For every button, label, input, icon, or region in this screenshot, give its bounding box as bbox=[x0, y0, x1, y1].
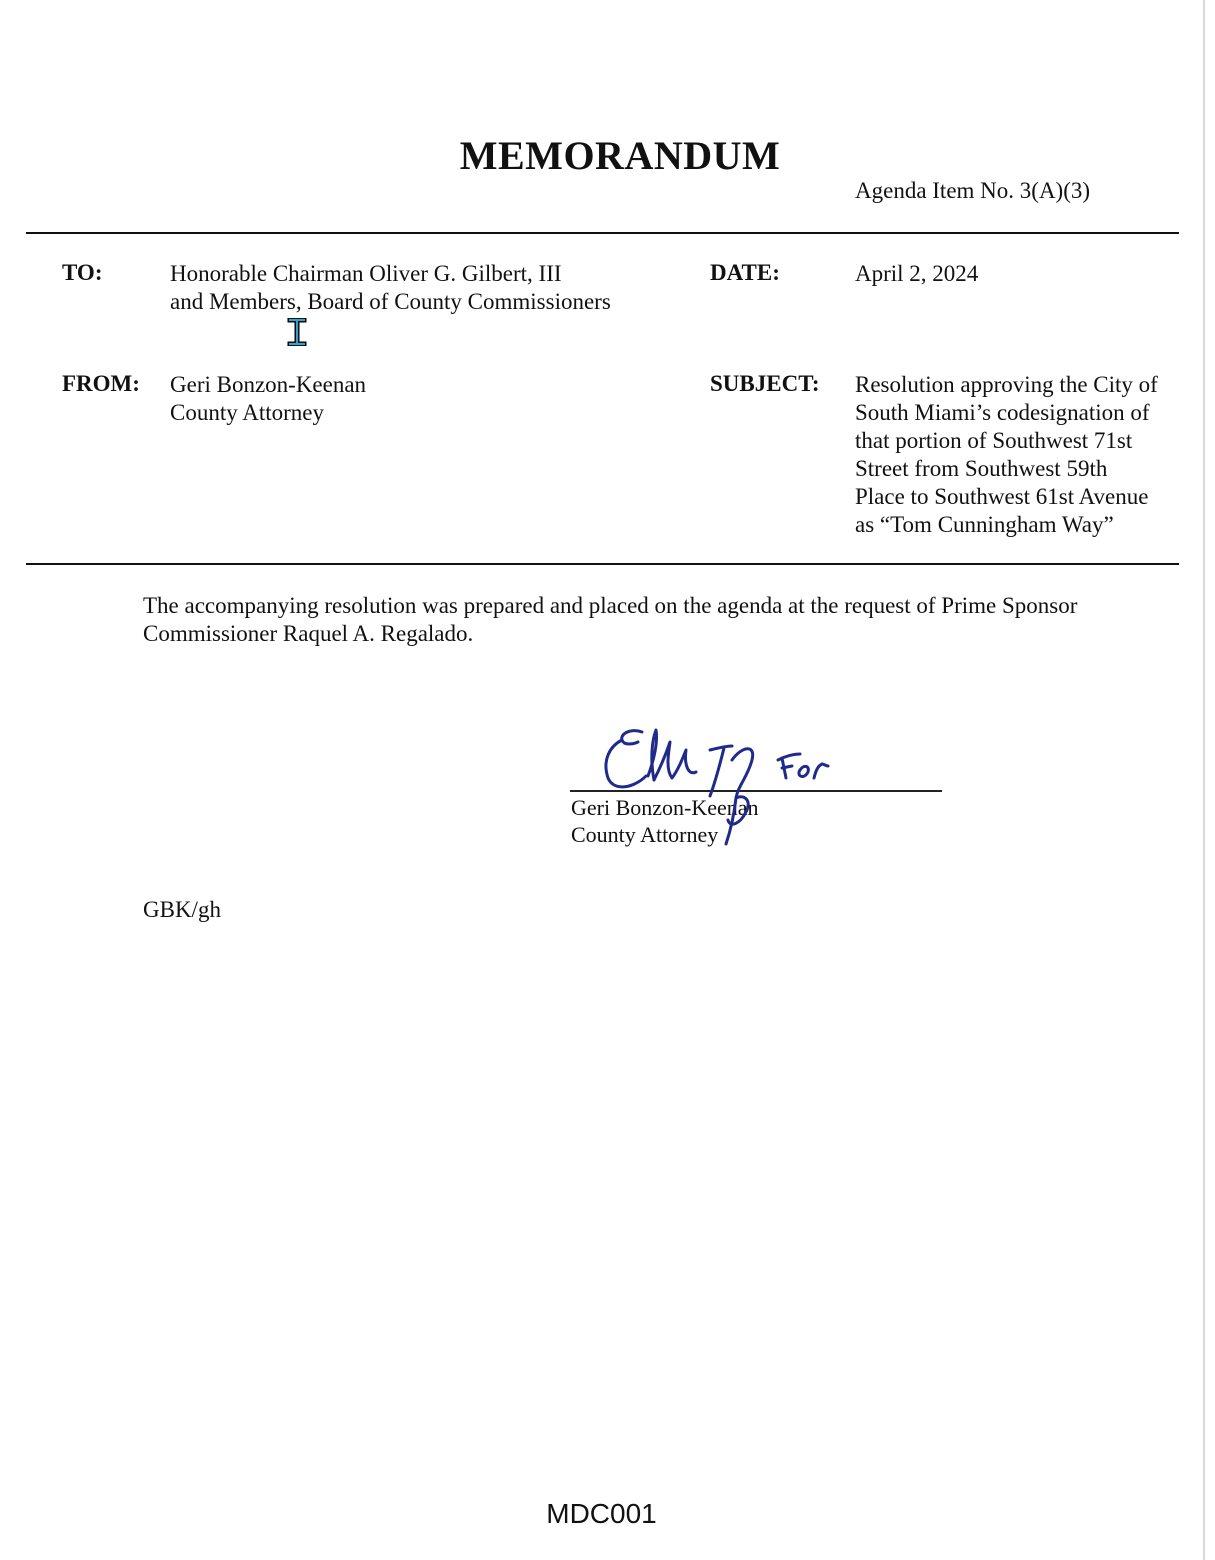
memo-body bbox=[143, 592, 1133, 648]
page-code-footer: MDC001 bbox=[546, 1498, 657, 1529]
subject-text bbox=[855, 371, 1158, 539]
subject-line: Place to Southwest 61st Avenue bbox=[855, 484, 1149, 509]
header-bottom-rule bbox=[26, 563, 1179, 565]
subject-label: SUBJECT: bbox=[710, 371, 820, 396]
memo-title: MEMORANDUM bbox=[459, 133, 781, 178]
agenda-item-number: Agenda Item No. 3(A)(3) bbox=[855, 178, 1091, 203]
date-label: DATE: bbox=[710, 260, 780, 285]
date-value: April 2, 2024 bbox=[855, 261, 979, 286]
to-label: TO: bbox=[62, 260, 103, 285]
subject-line: Resolution approving the City of bbox=[855, 372, 1158, 397]
signer-name: Geri Bonzon-Keenan bbox=[571, 795, 759, 820]
signature-block bbox=[560, 720, 960, 860]
typist-initials: GBK/gh bbox=[143, 897, 221, 922]
from-label: FROM: bbox=[62, 371, 140, 396]
subject-line: Street from Southwest 59th bbox=[855, 456, 1108, 481]
from-sender bbox=[170, 371, 366, 427]
subject-line: that portion of Southwest 71st bbox=[855, 428, 1133, 453]
header-top-rule bbox=[26, 232, 1179, 234]
body-line: The accompanying resolution was prepared and placed on the agenda at the request of Prime Sponsor bbox=[143, 593, 1078, 618]
handwritten-signature bbox=[560, 720, 960, 860]
to-line: and Members, Board of County Commissioners bbox=[170, 289, 611, 314]
text-cursor-icon bbox=[287, 318, 307, 346]
page-edge bbox=[1203, 0, 1205, 1560]
from-line: Geri Bonzon-Keenan bbox=[170, 372, 367, 397]
signer-title: County Attorney bbox=[571, 822, 719, 847]
from-line: County Attorney bbox=[170, 400, 324, 425]
subject-line: as “Tom Cunningham Way” bbox=[855, 512, 1114, 537]
to-recipient bbox=[170, 260, 611, 316]
subject-line: South Miami’s codesignation of bbox=[855, 400, 1150, 425]
body-line: Commissioner Raquel A. Regalado. bbox=[143, 621, 474, 646]
to-line: Honorable Chairman Oliver G. Gilbert, III bbox=[170, 261, 562, 286]
